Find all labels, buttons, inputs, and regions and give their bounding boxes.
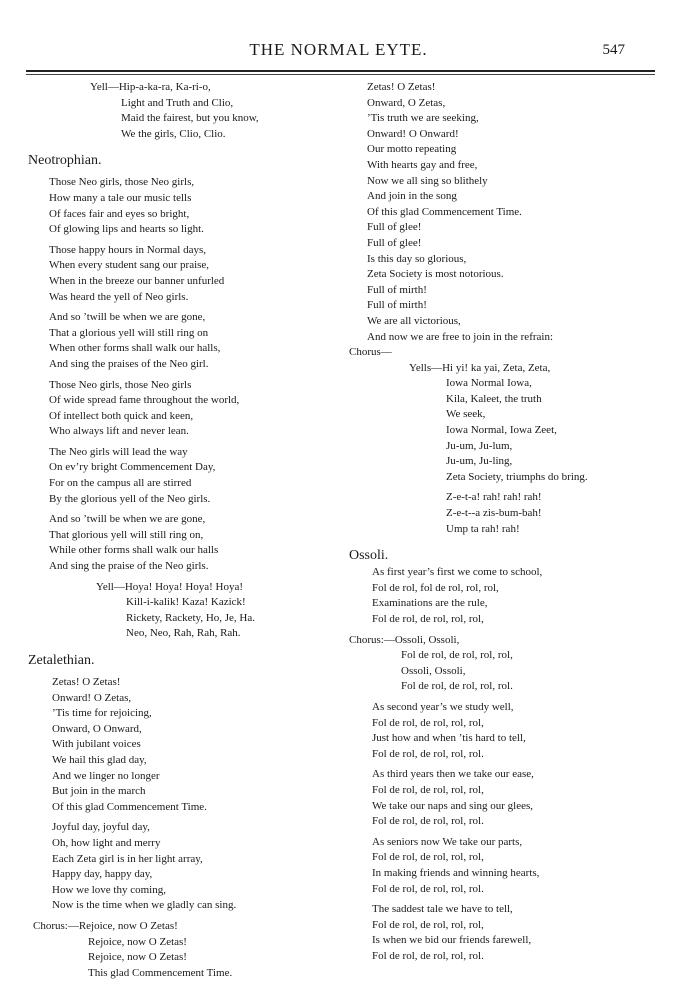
page-header-title: THE NORMAL EYTE.	[249, 40, 428, 59]
verse-line: Chorus:—Ossoli, Ossoli,	[349, 633, 460, 646]
verse-line: Fol de rol, de rol, rol, rol.	[372, 747, 484, 760]
verse-line: We seek,	[446, 408, 486, 421]
ossoli-chorus	[349, 633, 667, 695]
verse-line: Of wide spread fame throughout the world,	[49, 394, 240, 407]
verse-line: By the glorious yell of the Neo girls.	[49, 492, 211, 505]
section-title-zetalethian: Zetalethian.	[28, 653, 95, 668]
verse-line: We take our naps and sing our glees,	[372, 799, 534, 812]
verse-line: Is this day so glorious,	[367, 252, 467, 265]
verse-line: Yell—Hip-a-ka-ra, Ka-ri-o,	[90, 81, 211, 93]
verse-line: That glorious yell will still ring on,	[49, 528, 204, 541]
verse-line: And join in the song	[367, 190, 457, 203]
verse-line: When in the breeze our banner unfurled	[49, 274, 225, 287]
verse-line: Of faces fair and eyes so bright,	[49, 207, 190, 220]
verse-line: Fol de rol, de rol, rol, rol,	[372, 783, 484, 796]
verse-line: Ump ta rah! rah!	[446, 522, 520, 535]
verse-line: Ju-um, Ju-lum,	[446, 439, 513, 452]
verse-line: And now we are free to join in the refrain:	[367, 330, 554, 343]
verse-line: Fol de rol, de rol, rol, rol,	[372, 716, 484, 729]
verse-line: Iowa Normal Iowa,	[446, 377, 532, 390]
verse-line: Of this glad Commencement Time.	[367, 205, 522, 218]
verse-line: This glad Commencement Time.	[88, 966, 233, 979]
verse-line: Examinations are the rule,	[372, 597, 488, 610]
verse-line: And so ’twill be when we are gone,	[49, 311, 206, 324]
zetalethian-song	[28, 670, 338, 914]
verse-line: Light and Truth and Clio,	[121, 96, 234, 109]
verse-line: ’Tis truth we are seeking,	[367, 112, 479, 125]
header-rule-thin	[26, 74, 655, 75]
verse-line: As second year’s we study well,	[372, 700, 514, 713]
verse-line: And we linger no longer	[52, 769, 160, 782]
verse-line: Those happy hours in Normal days,	[49, 243, 207, 256]
verse-line: When every student sang our praise,	[49, 259, 210, 272]
verse-line: Full of glee!	[367, 221, 422, 234]
verse-line: Onward! O Onward!	[367, 127, 459, 140]
verse-line: Kill-i-kalik! Kaza! Kazick!	[126, 596, 246, 609]
verse-line: Z-e-t-a! rah! rah! rah!	[446, 491, 542, 504]
verse-line: For on the campus all are stirred	[49, 477, 192, 490]
verse-line: As first year’s first we come to school,	[372, 566, 543, 579]
verse-line: Rejoice, now O Zetas!	[88, 935, 187, 948]
section-title-neotrophian: Neotrophian.	[28, 153, 102, 169]
verse-line: Full of glee!	[367, 236, 422, 249]
verse-line: Zetas! O Zetas!	[367, 81, 436, 93]
verse-line: We are all victorious,	[367, 314, 461, 327]
verse-line: Zetas! O Zetas!	[52, 676, 121, 688]
verse-line: Who always lift and never lean.	[49, 425, 189, 438]
verse-line: Yells—Hi yi! ka yai, Zeta, Zeta,	[409, 361, 551, 374]
verse-line: Of glowing lips and hearts so light.	[49, 223, 204, 236]
verse-line: Our motto repeating	[367, 143, 457, 156]
verse-line: Fol de rol, de rol, rol, rol,	[401, 649, 513, 662]
verse-line: We hail this glad day,	[52, 753, 147, 766]
verse-line: As seniors now We take our parts,	[372, 835, 523, 848]
verse-line: But join in the march	[52, 785, 146, 798]
verse-line: Iowa Normal, Iowa Zeet,	[446, 424, 557, 437]
verse-line: Just how and when ’tis hard to tell,	[372, 732, 526, 745]
verse-line: Now is the time when we gladly can sing.	[52, 899, 237, 912]
verse-line: Ossoli, Ossoli,	[401, 664, 466, 677]
page-number: 547	[602, 42, 625, 58]
verse-line: Fol de rol, de rol, rol, rol,	[372, 613, 484, 625]
verse-line: Fol de rol, de rol, rol, rol.	[372, 882, 484, 895]
verse-line: Full of mirth!	[367, 283, 427, 296]
verse-line: Happy day, happy day,	[52, 868, 153, 881]
verse-line: And sing the praise of the Neo girls.	[49, 560, 209, 573]
verse-line: How we love thy coming,	[52, 883, 166, 896]
chorus-label: Chorus—	[349, 346, 392, 359]
ossoli-song	[349, 565, 667, 627]
verse-line: Joyful day, joyful day,	[52, 821, 150, 834]
verse-line: Neo, Neo, Rah, Rah, Rah.	[126, 627, 241, 640]
verse-line: Fol de rol, de rol, rol, rol,	[372, 918, 484, 931]
zeta-chorus	[28, 919, 338, 981]
verse-line: Onward! O Zetas,	[52, 691, 132, 704]
verse-line: Rickety, Rackety, Ho, Je, Ha.	[126, 611, 256, 624]
verse-line: As third years then we take our ease,	[372, 768, 534, 781]
verse-line: Ju-um, Ju-ling,	[446, 455, 513, 468]
verse-line: Fol de rol, fol de rol, rol, rol,	[372, 581, 499, 594]
verse-line: On ev’ry bright Commencement Day,	[49, 461, 216, 474]
left-column	[28, 80, 338, 981]
verse-line: With jubilant voices	[52, 738, 141, 751]
verse-line: The Neo girls will lead the way	[49, 445, 188, 458]
verse-line: Was heard the yell of Neo girls.	[49, 290, 189, 303]
verse-line: Fol de rol, de rol, rol, rol.	[372, 815, 484, 828]
verse-line: Yell—Hoya! Hoya! Hoya! Hoya!	[96, 580, 244, 593]
zeta-song-continued	[349, 80, 667, 345]
verse-line: Zeta Society is most notorious.	[367, 268, 504, 281]
verse-line: When other forms shall walk our halls,	[49, 342, 221, 355]
zeta-yells	[349, 376, 667, 537]
verse-line: Fol de rol, de rol, rol, rol.	[401, 680, 513, 693]
verse-line: Zeta Society, triumphs do bring.	[446, 470, 588, 483]
verse-line: Rejoice, now O Zetas!	[88, 951, 187, 964]
verse-line: Is when we bid our friends farewell,	[372, 934, 532, 947]
verse-line: The saddest tale we have to tell,	[372, 903, 513, 916]
verse-line: And so ’twill be when we are gone,	[49, 513, 206, 526]
verse-line: Fol de rol, de rol, rol, rol.	[372, 949, 484, 962]
verse-line: While other forms shall walk our halls	[49, 544, 219, 557]
verse-line: Of this glad Commencement Time.	[52, 800, 207, 813]
verse-line: Now we all sing so blithely	[367, 174, 488, 187]
clio-yell	[28, 80, 338, 142]
verse-line: ’Tis time for rejoicing,	[52, 707, 152, 720]
verse-line: Onward, O Onward,	[52, 722, 142, 735]
verse-line: We the girls, Clio, Clio.	[121, 127, 226, 140]
verse-line: Oh, how light and merry	[52, 836, 161, 849]
verse-line: Onward, O Zetas,	[367, 96, 446, 109]
verse-line: Chorus:—Rejoice, now O Zetas!	[33, 919, 178, 932]
verse-line: Kila, Kaleet, the truth	[446, 392, 542, 405]
verse-line: Each Zeta girl is in her light array,	[52, 852, 203, 865]
verse-line: And sing the praises of the Neo girl.	[49, 357, 209, 370]
verse-line: Maid the fairest, but you know,	[121, 112, 259, 125]
verse-line: Fol de rol, de rol, rol, rol,	[372, 851, 484, 864]
header-rule	[26, 70, 655, 72]
right-column	[349, 80, 667, 964]
verse-line: Full of mirth!	[367, 299, 427, 312]
neotrophian-song	[28, 170, 338, 642]
verse-line: Those Neo girls, those Neo girls	[49, 378, 192, 391]
verse-line: In making friends and winning hearts,	[372, 866, 540, 879]
verse-line: Z-e-t--a zis-bum-bah!	[446, 507, 542, 520]
verse-line: Of intellect both quick and keen,	[49, 409, 194, 422]
verse-line: How many a tale our music tells	[49, 191, 192, 204]
ossoli-verses	[349, 695, 667, 965]
verse-line: That a glorious yell will still ring on	[49, 326, 209, 339]
verse-line: With hearts gay and free,	[367, 158, 478, 171]
verse-line: Those Neo girls, those Neo girls,	[49, 176, 195, 189]
section-title-ossoli: Ossoli.	[349, 548, 389, 564]
